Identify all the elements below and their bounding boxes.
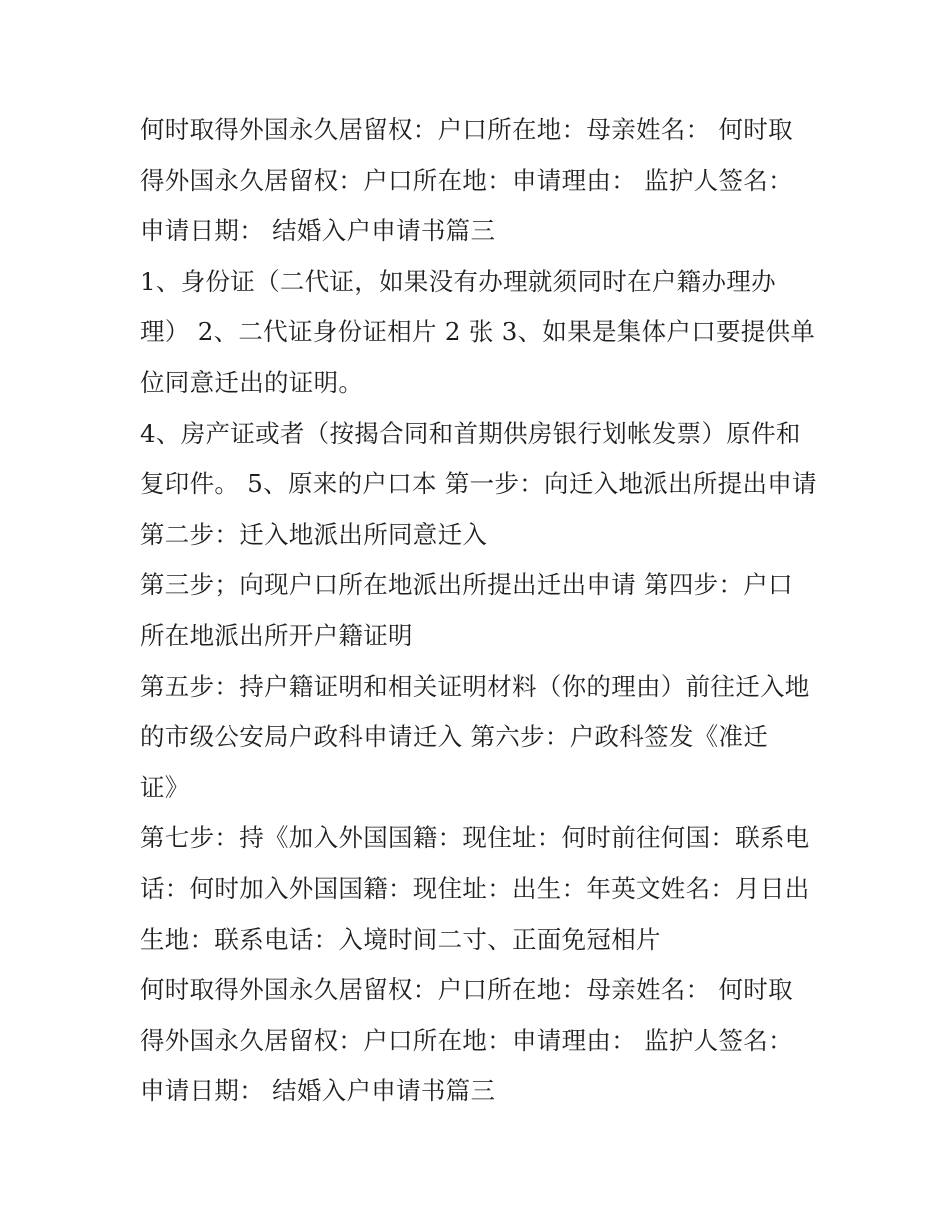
text-line: 第七步：持《加入外国国籍：现住址：何时前往何国：联系电 [140,823,810,853]
text-line: 1、身份证（二代证，如果没有办理就须同时在户籍办理办 [140,266,776,296]
text-line: 复印件。 5、原来的户口本 第一步：向迁入地派出所提出申请 [140,469,817,499]
text-line: 第二步：迁入地派出所同意迁入 [140,519,488,549]
text-line: 的市级公安局户政科申请迁入 第六步：户政科签发《准迁 [140,722,769,752]
text-line: 得外国永久居留权：户口所在地：申请理由： 监护人签名： [140,165,793,195]
text-line: 第三步；向现户口所在地派出所提出迁出申请 第四步：户口 [140,570,793,600]
text-line: 第五步：持户籍证明和相关证明材料（你的理由）前往迁入地 [140,671,810,701]
text-line: 理） 2、二代证身份证相片 2 张 3、如果是集体户口要提供单 [140,317,816,347]
text-line: 申请日期： 结婚入户申请书篇三 [140,216,496,246]
text-line: 位同意迁出的证明。 [140,367,364,397]
text-line: 何时取得外国永久居留权：户口所在地：母亲姓名： 何时取 [140,975,793,1005]
text-line: 生地：联系电话：入境时间二寸、正面免冠相片 [140,924,661,954]
text-line: 何时取得外国永久居留权：户口所在地：母亲姓名： 何时取 [140,115,793,144]
text-line: 4、房产证或者（按揭合同和首期供房银行划帐发票）原件和 [140,418,801,448]
text-line: 申请日期： 结婚入户申请书篇三 [140,1076,496,1106]
text-line: 得外国永久居留权：户口所在地：申请理由： 监护人签名： [140,1025,793,1055]
document-body [140,105,840,1117]
text-line: 证》 [140,772,190,802]
text-line: 话：何时加入外国国籍：现住址：出生：年英文姓名：月日出 [140,873,810,903]
text-line: 所在地派出所开户籍证明 [140,620,413,650]
